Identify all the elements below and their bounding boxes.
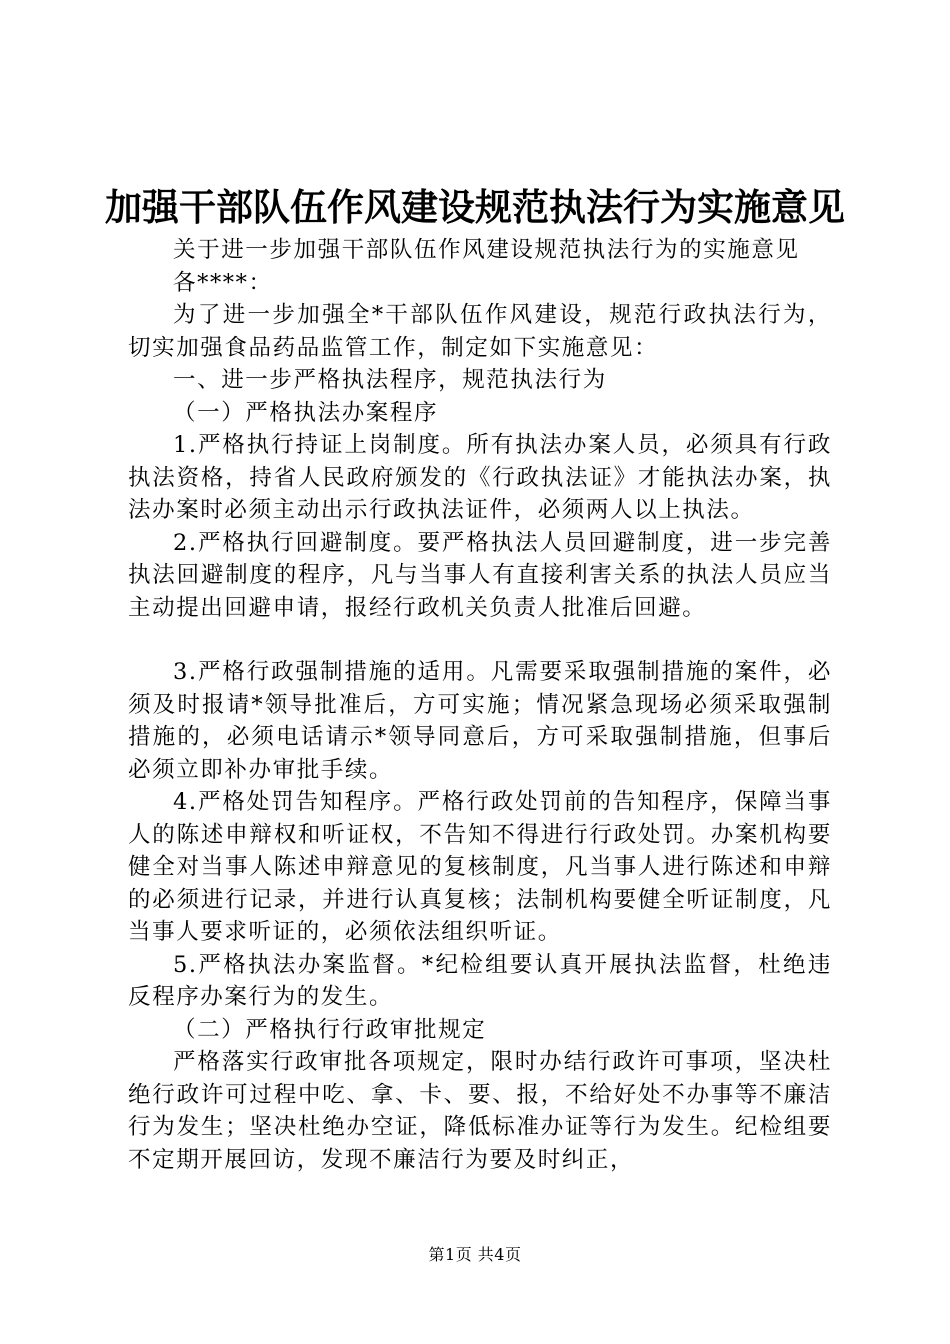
paragraph-item-3: 3.严格行政强制措施的适用。凡需要采取强制措施的案件，必须及时报请*领导批准后，方可实施；情况紧急现场必须采取强制措施的，必须电话请示*领导同意后，方可采取强制措施，但事后必须立即补办审批手续。 bbox=[128, 659, 832, 783]
paragraph-item-2: 2.严格执行回避制度。要严格执法人员回避制度，进一步完善执法回避制度的程序，凡与当事人有直接利害关系的执法人员应当主动提出回避申请，报经行政机关负责人批准后回避。 bbox=[128, 529, 832, 621]
paragraph-item-1: 1.严格执行持证上岗制度。所有执法办案人员，必须具有行政执法资格，持省人民政府颁发的《行政执法证》才能执法办案，执法办案时必须主动出示行政执法证件，必须两人以上执法。 bbox=[128, 432, 832, 523]
section-heading-1: 一、进一步严格执法程序，规范执法行为 bbox=[173, 367, 607, 393]
subsection-heading-1: （一）严格执法办案程序 bbox=[173, 399, 439, 426]
document-title: 加强干部队伍作风建设规范执法行为实施意见 bbox=[105, 185, 845, 229]
paragraph-intro: 为了进一步加强全*干部队伍作风建设，规范行政执法行为，切实加强食品药品监管工作，制定如下实施意见： bbox=[128, 302, 832, 361]
document-body bbox=[128, 234, 832, 1176]
paragraph-item-4: 4.严格处罚告知程序。严格行政处罚前的告知程序，保障当事人的陈述申辩权和听证权，不告知不得进行行政处罚。办案机构要健全对当事人陈述申辩意见的复核制度，凡当事人进行陈述和申辩的必须进行记录，并进行认真复核；法制机构要健全听证制度，凡当事人要求听证的，必须依法组织听证。 bbox=[128, 789, 832, 945]
paragraph-heading-repeat: 关于进一步加强干部队伍作风建设规范执法行为的实施意见 bbox=[173, 237, 800, 263]
paragraph-approval: 严格落实行政审批各项规定，限时办结行政许可事项，坚决杜绝行政许可过程中吃、拿、卡、要、报，不给好处不办事等不廉洁行为发生；坚决杜绝办空证，降低标准办证等行为发生。纪检组要不定期开展回访，发现不廉洁行为要及时纠正， bbox=[128, 1049, 832, 1173]
page-number-footer: 第1页 共4页 bbox=[428, 1245, 522, 1264]
subsection-heading-2: （二）严格执行行政审批规定 bbox=[173, 1016, 487, 1043]
paragraph-item-5: 5.严格执法办案监督。*纪检组要认真开展执法监督，杜绝违反程序办案行为的发生。 bbox=[128, 951, 832, 1010]
paragraph-salutation: 各****： bbox=[173, 269, 273, 296]
